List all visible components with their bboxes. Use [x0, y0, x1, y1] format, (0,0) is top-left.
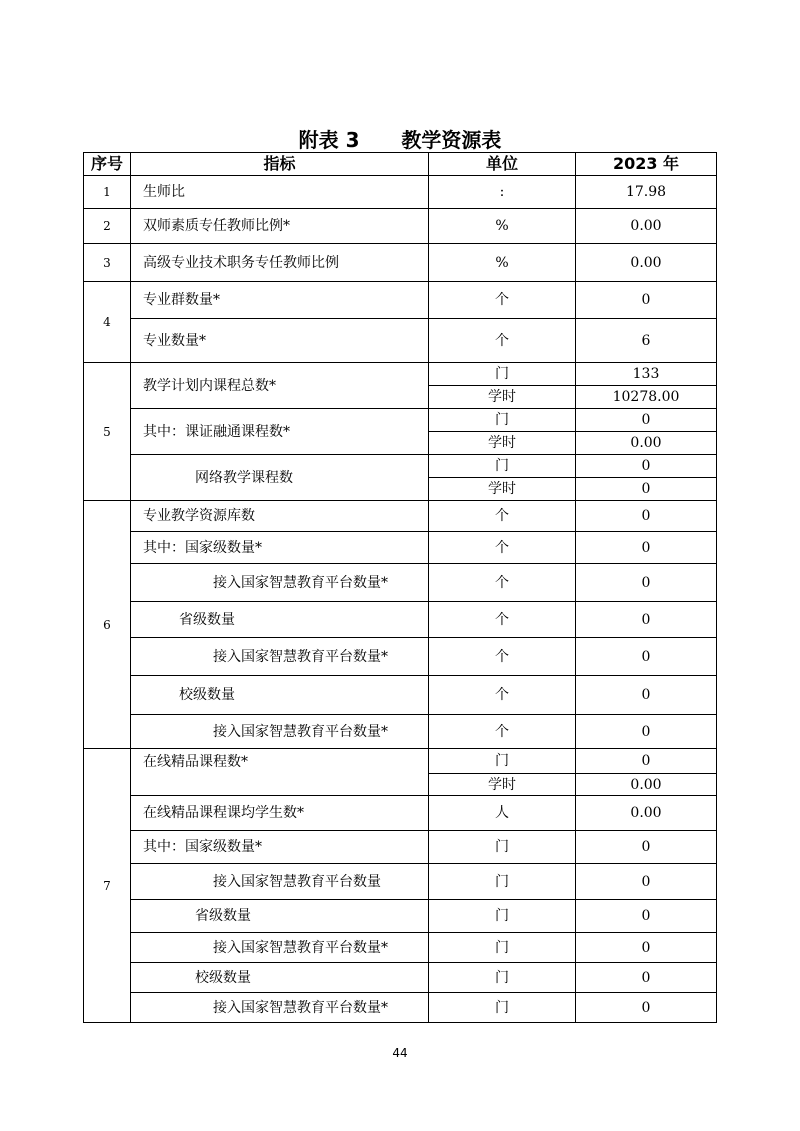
row-indicator: 双师素质专任教师比例*: [131, 209, 429, 244]
row-indicator: 接入国家智慧教育平台数量*: [131, 993, 429, 1023]
row-unit: 门: [429, 963, 576, 993]
row-indicator: 省级数量: [131, 900, 429, 933]
row-indicator: 接入国家智慧教育平台数量: [131, 864, 429, 900]
row-indicator: 接入国家智慧教育平台数量*: [131, 564, 429, 602]
table-row: [84, 244, 717, 282]
row-unit: 学时: [429, 432, 576, 455]
row-value: 0.00: [576, 209, 717, 244]
row-no: 1: [84, 176, 131, 209]
table-row: [84, 749, 717, 774]
page-number: 44: [392, 1046, 408, 1060]
row-value: 0: [576, 501, 717, 532]
table-row: [84, 319, 717, 363]
table-row: [84, 282, 717, 319]
row-unit: %: [429, 244, 576, 282]
row-unit: 个: [429, 638, 576, 676]
table-header-row: [84, 153, 717, 176]
row-indicator: 生师比: [131, 176, 429, 209]
row-indicator: 高级专业技术职务专任教师比例: [131, 244, 429, 282]
row-unit: 门: [429, 900, 576, 933]
row-unit: 门: [429, 363, 576, 386]
row-unit: 学时: [429, 386, 576, 409]
row-unit: 个: [429, 282, 576, 319]
row-value: 0: [576, 963, 717, 993]
row-no: 6: [84, 501, 131, 749]
page-title: [0, 124, 800, 153]
table-row: [84, 409, 717, 432]
row-indicator: 省级数量: [131, 602, 429, 638]
row-value: 0: [576, 831, 717, 864]
table-row: [84, 963, 717, 993]
row-indicator: 教学计划内课程总数*: [131, 363, 429, 409]
row-unit: :: [429, 176, 576, 209]
row-value: 17.98: [576, 176, 717, 209]
row-no: 7: [84, 749, 131, 1023]
row-unit: %: [429, 209, 576, 244]
row-unit: 个: [429, 319, 576, 363]
row-indicator: 接入国家智慧教育平台数量*: [131, 638, 429, 676]
table-row: [84, 209, 717, 244]
row-unit: 门: [429, 455, 576, 478]
row-unit: 个: [429, 501, 576, 532]
row-indicator: 网络教学课程数: [131, 455, 429, 501]
row-value: 0: [576, 282, 717, 319]
row-unit: 门: [429, 864, 576, 900]
row-value: 10278.00: [576, 386, 717, 409]
row-value: 0: [576, 532, 717, 564]
row-indicator: 在线精品课程数*: [131, 749, 429, 796]
table-row: [84, 501, 717, 532]
row-value: 0: [576, 638, 717, 676]
row-value: 0: [576, 602, 717, 638]
row-indicator: 专业教学资源库数: [131, 501, 429, 532]
table-row: [84, 900, 717, 933]
row-indicator: 专业群数量*: [131, 282, 429, 319]
row-indicator: 接入国家智慧教育平台数量*: [131, 715, 429, 749]
row-unit: 人: [429, 796, 576, 831]
row-unit: 个: [429, 532, 576, 564]
header-year: 2023 年: [576, 153, 717, 176]
row-value: 0: [576, 864, 717, 900]
header-no: 序号: [84, 153, 131, 176]
table-row: [84, 676, 717, 715]
row-value: 0: [576, 676, 717, 715]
row-indicator: 校级数量: [131, 676, 429, 715]
row-unit: 学时: [429, 774, 576, 796]
row-value: 0.00: [576, 432, 717, 455]
table-row: [84, 796, 717, 831]
row-value: 0: [576, 715, 717, 749]
row-unit: 个: [429, 602, 576, 638]
table-row: [84, 715, 717, 749]
table-row: [84, 831, 717, 864]
row-no: 5: [84, 363, 131, 501]
row-unit: 门: [429, 749, 576, 774]
teaching-resources-table: [83, 152, 717, 1023]
row-no: 4: [84, 282, 131, 363]
row-indicator: 接入国家智慧教育平台数量*: [131, 933, 429, 963]
table-row: [84, 993, 717, 1023]
row-value: 0: [576, 409, 717, 432]
row-unit: 学时: [429, 478, 576, 501]
row-no: 2: [84, 209, 131, 244]
table-row: [84, 602, 717, 638]
header-indicator: 指标: [131, 153, 429, 176]
table-row: [84, 532, 717, 564]
row-value: 0: [576, 900, 717, 933]
title-prefix: 附表 3: [298, 128, 360, 152]
table-row: [84, 176, 717, 209]
row-unit: 门: [429, 993, 576, 1023]
row-no: 3: [84, 244, 131, 282]
row-unit: 个: [429, 676, 576, 715]
row-value: 0.00: [576, 796, 717, 831]
title-name: 教学资源表: [401, 128, 502, 152]
row-unit: 个: [429, 564, 576, 602]
row-value: 0.00: [576, 774, 717, 796]
header-unit: 单位: [429, 153, 576, 176]
table-row: [84, 933, 717, 963]
row-indicator: 其中：国家级数量*: [131, 532, 429, 564]
row-value: 0: [576, 749, 717, 774]
row-value: 0: [576, 455, 717, 478]
row-unit: 门: [429, 409, 576, 432]
table-row: [84, 363, 717, 386]
row-unit: 门: [429, 933, 576, 963]
row-value: 0: [576, 993, 717, 1023]
row-value: 133: [576, 363, 717, 386]
row-value: 0: [576, 564, 717, 602]
row-value: 6: [576, 319, 717, 363]
row-indicator: 其中：课证融通课程数*: [131, 409, 429, 455]
table-row: [84, 638, 717, 676]
row-indicator: 在线精品课程课均学生数*: [131, 796, 429, 831]
row-indicator: 专业数量*: [131, 319, 429, 363]
row-value: 0: [576, 478, 717, 501]
row-unit: 门: [429, 831, 576, 864]
table-row: [84, 564, 717, 602]
table-row: [84, 455, 717, 478]
row-value: 0.00: [576, 244, 717, 282]
row-indicator: 其中：国家级数量*: [131, 831, 429, 864]
row-indicator: 校级数量: [131, 963, 429, 993]
row-unit: 个: [429, 715, 576, 749]
table-row: [84, 864, 717, 900]
row-value: 0: [576, 933, 717, 963]
